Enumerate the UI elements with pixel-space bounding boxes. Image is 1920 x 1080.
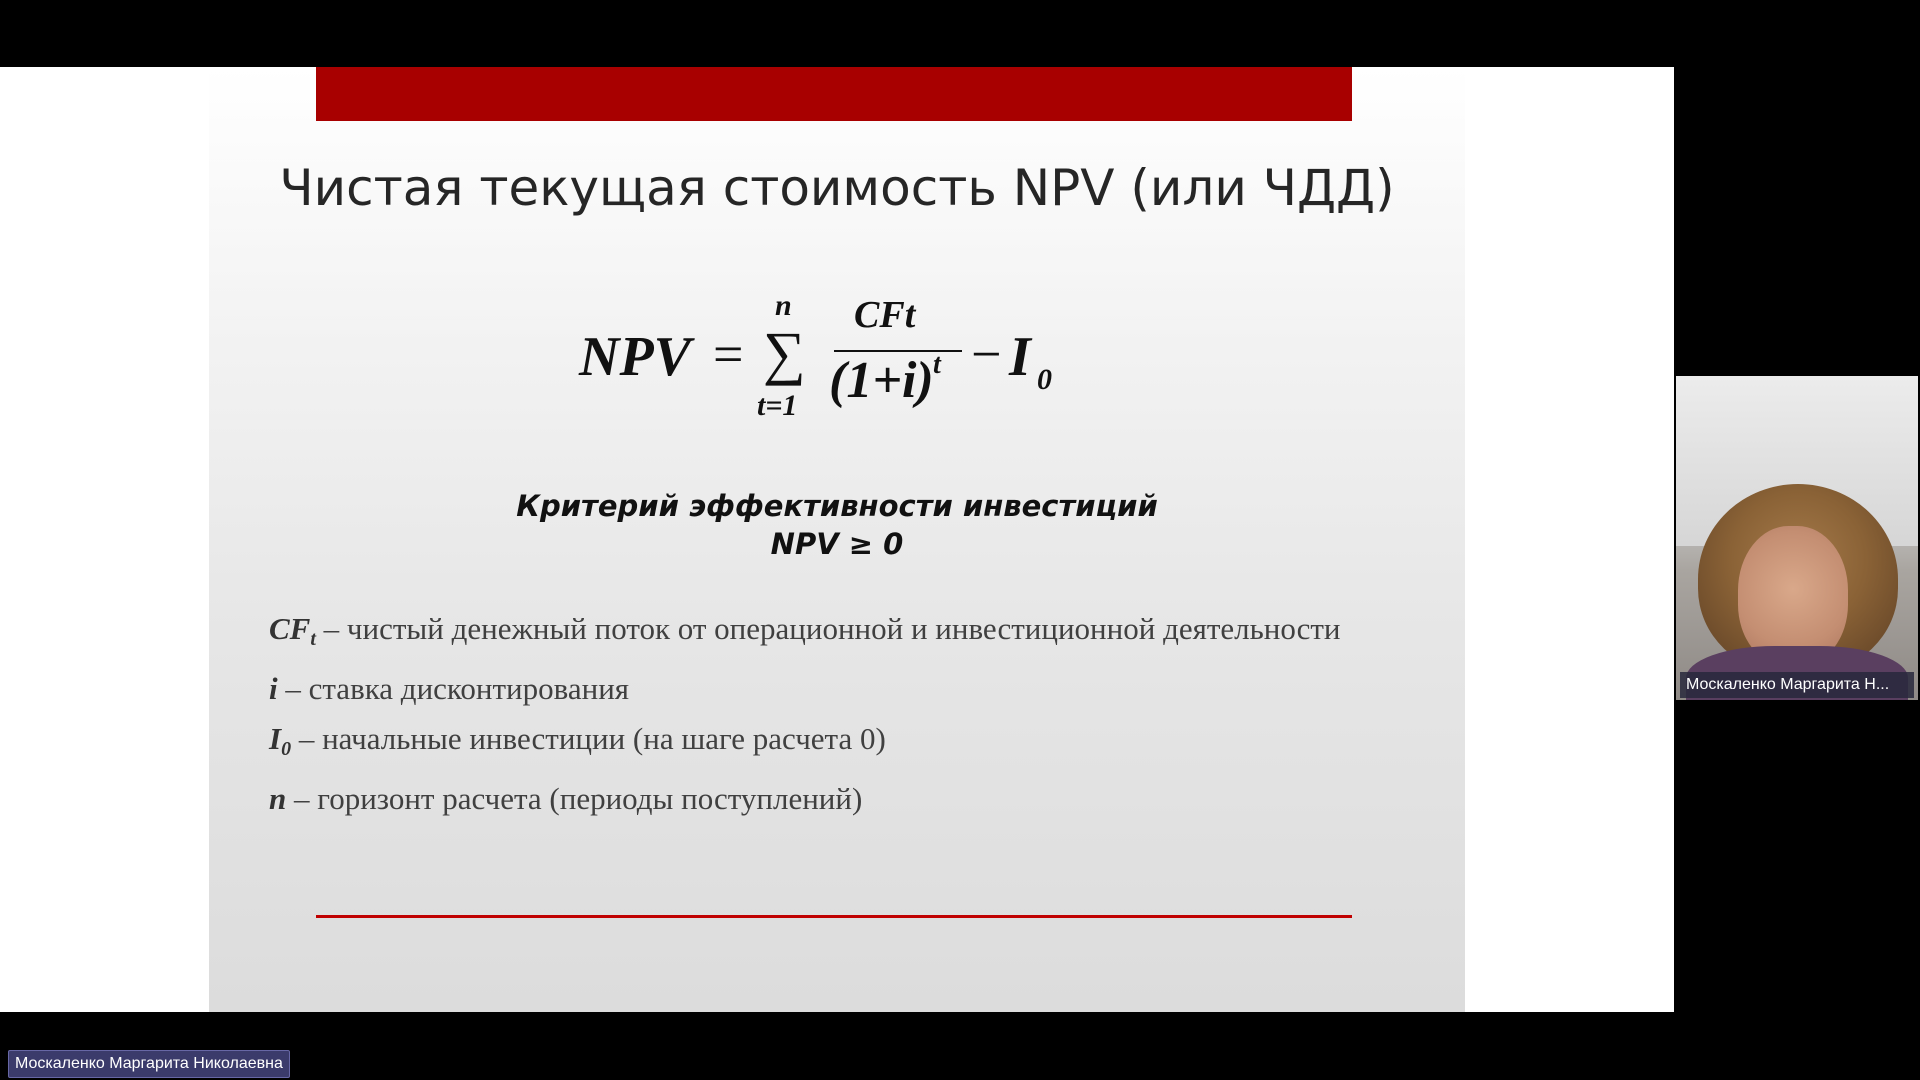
legend-symbol: i <box>269 671 278 706</box>
video-participant-face <box>1738 526 1848 666</box>
criterion-condition: NPV ≥ 0 <box>770 527 904 561</box>
legend-text: – чистый денежный поток от операционной и инвестиционной деятельности <box>315 611 1341 646</box>
slide-bottom-accent-line <box>316 915 1352 918</box>
legend-subscript: 0 <box>281 738 292 760</box>
formula-sigma: ∑ <box>763 320 806 386</box>
slide-title: Чистая текущая стоимость NPV (или ЧДД) <box>279 159 1395 217</box>
formula-initial-investment: I <box>1009 326 1031 388</box>
formula-sum-upper: n <box>775 289 792 322</box>
formula-equals: = <box>713 324 744 384</box>
legend-item-i0 <box>269 718 1369 770</box>
participant-video-tile[interactable] <box>1676 376 1918 700</box>
efficiency-criterion <box>209 487 1465 563</box>
formula-numerator: CFt <box>854 294 916 336</box>
formula-denominator-exponent: t <box>933 349 941 380</box>
slide-top-accent-bar <box>316 67 1352 121</box>
formula-legend <box>269 608 1369 828</box>
presentation-slide <box>209 67 1465 1012</box>
formula-npv: NPV <box>579 326 691 388</box>
formula-initial-investment-sub: 0 <box>1037 363 1052 396</box>
legend-text: – начальные инвестиции (на шаге расчета 0) <box>291 721 886 756</box>
formula-sum-lower: t=1 <box>757 389 798 422</box>
presenter-name-label: Москаленко Маргарита Николаевна <box>8 1050 290 1078</box>
legend-symbol: n <box>269 781 287 816</box>
legend-item-cf <box>269 608 1369 660</box>
npv-formula <box>579 289 1079 427</box>
legend-text: – ставка дисконтирования <box>277 671 630 706</box>
formula-minus: − <box>971 324 1002 384</box>
legend-symbol: CF <box>269 611 311 646</box>
screen-share-area <box>0 67 1674 1012</box>
legend-item-n <box>269 778 1369 820</box>
criterion-heading: Критерий эффективности инвестиций <box>516 489 1158 523</box>
legend-item-i <box>269 668 1369 710</box>
legend-text: – горизонт расчета (периоды поступлений) <box>286 781 863 816</box>
participant-name-label: Москаленко Маргарита Н... <box>1680 672 1914 698</box>
legend-symbol: I <box>269 721 282 756</box>
formula-denominator: (1+i) <box>829 352 934 409</box>
legend-subscript: t <box>310 628 316 650</box>
